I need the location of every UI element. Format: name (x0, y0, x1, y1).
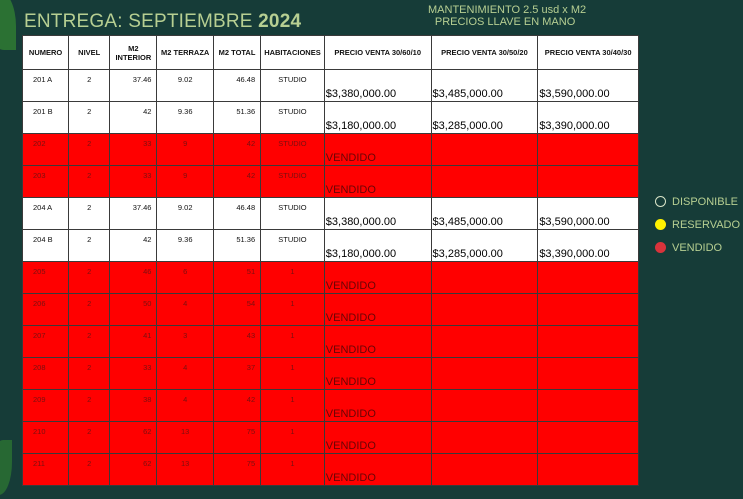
units-table (22, 35, 639, 486)
cell-habitaciones: 1 (261, 358, 325, 390)
cell-m2-interior: 38 (110, 390, 157, 422)
cell-precio-3 (538, 134, 639, 166)
legend-label: VENDIDO (672, 241, 723, 254)
cell-habitaciones: STUDIO (261, 198, 325, 230)
col-header-numero: NUMERO (23, 36, 69, 70)
table-header-row (23, 36, 639, 70)
cell-precio-1: VENDIDO (324, 422, 431, 454)
cell-habitaciones: 1 (261, 262, 325, 294)
cell-nivel: 2 (69, 166, 110, 198)
cell-precio-1: VENDIDO (324, 326, 431, 358)
cell-nivel: 2 (69, 134, 110, 166)
cell-numero: 208 (23, 358, 69, 390)
cell-precio-2 (431, 422, 538, 454)
cell-precio-2 (431, 166, 538, 198)
cell-precio-1: $3,180,000.00 (324, 230, 431, 262)
cell-precio-3 (538, 454, 639, 486)
cell-precio-3 (538, 390, 639, 422)
cell-m2-total: 37 (213, 358, 260, 390)
cell-m2-total: 46.48 (213, 70, 260, 102)
cell-numero: 211 (23, 454, 69, 486)
cell-precio-1: VENDIDO (324, 390, 431, 422)
cell-precio-3 (538, 166, 639, 198)
cell-precio-2: $3,485,000.00 (431, 70, 538, 102)
cell-precio-2 (431, 262, 538, 294)
cell-numero: 207 (23, 326, 69, 358)
cell-m2-terraza: 9.36 (157, 230, 213, 262)
cell-precio-2: $3,285,000.00 (431, 102, 538, 134)
cell-nivel: 2 (69, 326, 110, 358)
cell-m2-total: 54 (213, 294, 260, 326)
leaf-decoration (0, 0, 16, 50)
leaf-decoration (0, 440, 12, 495)
cell-precio-2 (431, 454, 538, 486)
table-row (23, 198, 639, 230)
cell-m2-total: 75 (213, 422, 260, 454)
cell-nivel: 2 (69, 454, 110, 486)
cell-precio-3: $3,390,000.00 (538, 230, 639, 262)
cell-m2-terraza: 9.02 (157, 198, 213, 230)
maintenance-line: MANTENIMIENTO 2.5 usd x M2 (428, 4, 587, 16)
legend-item-reservado (655, 213, 740, 236)
cell-habitaciones: 1 (261, 390, 325, 422)
cell-precio-1: VENDIDO (324, 262, 431, 294)
cell-habitaciones: STUDIO (261, 134, 325, 166)
col-header-m2-total: M2 TOTAL (213, 36, 260, 70)
table-row (23, 294, 639, 326)
col-header-nivel: NIVEL (69, 36, 110, 70)
cell-m2-total: 51.36 (213, 102, 260, 134)
cell-habitaciones: 1 (261, 326, 325, 358)
cell-nivel: 2 (69, 70, 110, 102)
cell-m2-interior: 37.46 (110, 70, 157, 102)
cell-habitaciones: 1 (261, 422, 325, 454)
cell-m2-terraza: 4 (157, 358, 213, 390)
cell-numero: 203 (23, 166, 69, 198)
table-row (23, 262, 639, 294)
cell-precio-3: $3,390,000.00 (538, 102, 639, 134)
cell-precio-1: VENDIDO (324, 134, 431, 166)
table-row (23, 102, 639, 134)
cell-m2-total: 75 (213, 454, 260, 486)
cell-m2-terraza: 4 (157, 390, 213, 422)
col-header-habitaciones: HABITACIONES (261, 36, 325, 70)
col-header-m2-terraza: M2 TERRAZA (157, 36, 213, 70)
cell-nivel: 2 (69, 262, 110, 294)
circle-outline-icon (655, 196, 666, 207)
table-row (23, 454, 639, 486)
cell-numero: 209 (23, 390, 69, 422)
cell-precio-1: $3,380,000.00 (324, 198, 431, 230)
cell-nivel: 2 (69, 198, 110, 230)
table-row (23, 70, 639, 102)
table-row (23, 166, 639, 198)
cell-m2-terraza: 13 (157, 422, 213, 454)
cell-m2-interior: 33 (110, 134, 157, 166)
cell-precio-1: $3,380,000.00 (324, 70, 431, 102)
cell-nivel: 2 (69, 294, 110, 326)
cell-nivel: 2 (69, 102, 110, 134)
cell-m2-terraza: 13 (157, 454, 213, 486)
legend-item-disponible (655, 190, 740, 213)
cell-precio-2 (431, 294, 538, 326)
cell-precio-2 (431, 390, 538, 422)
cell-m2-interior: 41 (110, 326, 157, 358)
table-row (23, 390, 639, 422)
cell-numero: 204 A (23, 198, 69, 230)
cell-numero: 205 (23, 262, 69, 294)
cell-precio-3 (538, 326, 639, 358)
table-row (23, 134, 639, 166)
table-row (23, 422, 639, 454)
cell-m2-terraza: 9 (157, 134, 213, 166)
cell-m2-terraza: 6 (157, 262, 213, 294)
cell-m2-terraza: 9.02 (157, 70, 213, 102)
cell-nivel: 2 (69, 422, 110, 454)
cell-m2-total: 51 (213, 262, 260, 294)
cell-nivel: 2 (69, 230, 110, 262)
cell-precio-2: $3,285,000.00 (431, 230, 538, 262)
cell-nivel: 2 (69, 358, 110, 390)
cell-precio-1: $3,180,000.00 (324, 102, 431, 134)
cell-precio-3 (538, 294, 639, 326)
cell-precio-1: VENDIDO (324, 294, 431, 326)
cell-m2-interior: 46 (110, 262, 157, 294)
title-year: 2024 (258, 11, 302, 32)
cell-precio-3 (538, 422, 639, 454)
cell-m2-interior: 50 (110, 294, 157, 326)
cell-habitaciones: 1 (261, 294, 325, 326)
cell-precio-2: $3,485,000.00 (431, 198, 538, 230)
page-title (24, 11, 301, 33)
cell-m2-terraza: 4 (157, 294, 213, 326)
cell-numero: 204 B (23, 230, 69, 262)
cell-numero: 201 A (23, 70, 69, 102)
cell-m2-interior: 42 (110, 230, 157, 262)
cell-precio-2 (431, 134, 538, 166)
cell-m2-interior: 42 (110, 102, 157, 134)
col-header-m2-interior: M2 INTERIOR (110, 36, 157, 70)
cell-m2-total: 51.36 (213, 230, 260, 262)
cell-precio-2 (431, 358, 538, 390)
cell-m2-interior: 37.46 (110, 198, 157, 230)
cell-habitaciones: STUDIO (261, 102, 325, 134)
cell-numero: 210 (23, 422, 69, 454)
cell-m2-interior: 33 (110, 166, 157, 198)
cell-precio-2 (431, 326, 538, 358)
cell-m2-total: 43 (213, 326, 260, 358)
cell-precio-1: VENDIDO (324, 166, 431, 198)
col-header-precio-3: PRECIO VENTA 30/40/30 (538, 36, 639, 70)
cell-numero: 201 B (23, 102, 69, 134)
cell-m2-interior: 62 (110, 422, 157, 454)
table-row (23, 358, 639, 390)
cell-habitaciones: 1 (261, 454, 325, 486)
cell-m2-interior: 62 (110, 454, 157, 486)
cell-precio-3 (538, 262, 639, 294)
cell-m2-total: 42 (213, 390, 260, 422)
col-header-precio-1: PRECIO VENTA 30/60/10 (324, 36, 431, 70)
cell-precio-3: $3,590,000.00 (538, 70, 639, 102)
cell-numero: 206 (23, 294, 69, 326)
maintenance-info (424, 4, 586, 28)
status-legend (655, 190, 740, 259)
cell-precio-1: VENDIDO (324, 358, 431, 390)
cell-numero: 202 (23, 134, 69, 166)
red-dot-icon (655, 242, 666, 253)
cell-m2-terraza: 9.36 (157, 102, 213, 134)
cell-m2-total: 46.48 (213, 198, 260, 230)
title-text: ENTREGA: SEPTIEMBRE (24, 11, 259, 32)
col-header-precio-2: PRECIO VENTA 30/50/20 (431, 36, 538, 70)
cell-m2-terraza: 9 (157, 166, 213, 198)
cell-m2-total: 42 (213, 134, 260, 166)
legend-label: RESERVADO (672, 218, 741, 231)
table-row (23, 230, 639, 262)
yellow-dot-icon (655, 219, 666, 230)
legend-label: DISPONIBLE (672, 195, 739, 208)
cell-habitaciones: STUDIO (261, 70, 325, 102)
table-row (23, 326, 639, 358)
legend-item-vendido (655, 236, 740, 259)
price-note-line: PRECIOS LLAVE EN MANO (434, 16, 576, 28)
cell-nivel: 2 (69, 390, 110, 422)
cell-m2-total: 42 (213, 166, 260, 198)
cell-habitaciones: STUDIO (261, 230, 325, 262)
cell-precio-3 (538, 358, 639, 390)
cell-m2-terraza: 3 (157, 326, 213, 358)
cell-habitaciones: STUDIO (261, 166, 325, 198)
cell-precio-3: $3,590,000.00 (538, 198, 639, 230)
cell-m2-interior: 33 (110, 358, 157, 390)
cell-precio-1: VENDIDO (324, 454, 431, 486)
